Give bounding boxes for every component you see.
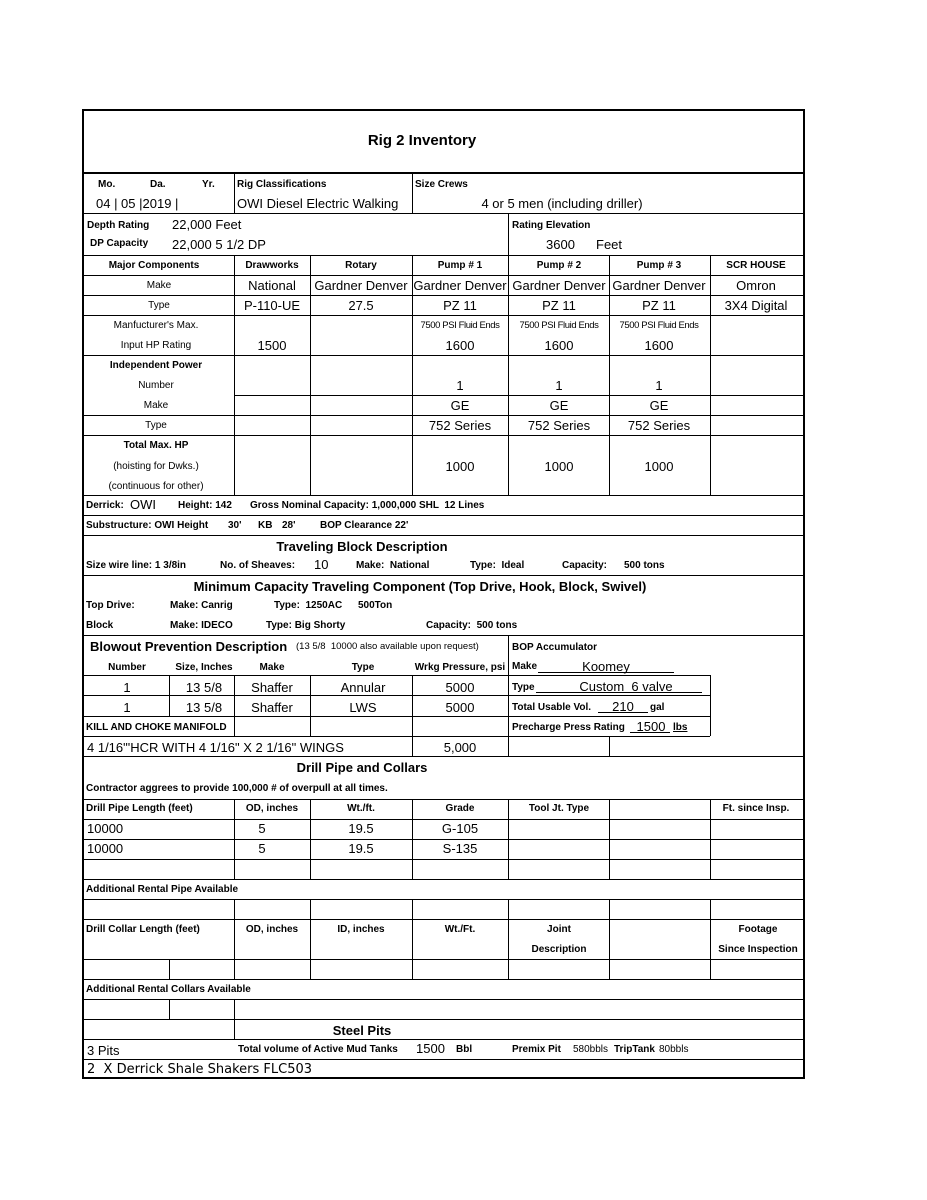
hp-drawworks: 1500 bbox=[257, 338, 287, 353]
kill-choke-value: 4 1/16"'HCR WITH 4 1/16" X 2 1/16" WINGS bbox=[87, 740, 344, 755]
bop-row2-make: Shaffer bbox=[251, 700, 293, 715]
substructure-height: 30' bbox=[228, 520, 242, 531]
col-line bbox=[508, 255, 509, 495]
type-label: Type bbox=[148, 300, 170, 311]
dp-capacity-label: DP Capacity bbox=[90, 238, 149, 249]
row-line bbox=[84, 859, 803, 860]
row-line bbox=[84, 1039, 803, 1040]
substructure-kb-label: KB bbox=[258, 520, 273, 531]
traveling-block-title: Traveling Block Description bbox=[276, 539, 448, 554]
header-pump-2: Pump # 2 bbox=[536, 260, 582, 271]
row-line bbox=[84, 635, 803, 636]
substructure-bop: BOP Clearance 22' bbox=[320, 520, 409, 531]
day-label: Da. bbox=[150, 179, 166, 190]
rating-elevation-label: Rating Elevation bbox=[512, 220, 591, 231]
type-rotary: 27.5 bbox=[348, 298, 374, 313]
row-line bbox=[84, 879, 803, 880]
row-line bbox=[84, 736, 710, 737]
col-line bbox=[234, 174, 235, 213]
wire-line-size: Size wire line: 1 3/8in bbox=[86, 560, 187, 571]
rig-class-value: OWI Diesel Electric Walking bbox=[237, 196, 399, 211]
rating-elevation-unit: Feet bbox=[596, 237, 623, 252]
block-make-ideco: Make: IDECO bbox=[170, 620, 233, 631]
row-line bbox=[84, 819, 803, 820]
trip-tank-value: 80bbls bbox=[659, 1044, 689, 1055]
col-line bbox=[234, 1019, 235, 1039]
number-label: Number bbox=[138, 380, 174, 391]
row-line bbox=[84, 999, 803, 1000]
type-scr-house: 3X4 Digital bbox=[724, 298, 788, 313]
col-line bbox=[310, 799, 311, 879]
trip-tank-label: TripTank bbox=[614, 1044, 655, 1055]
derrick-height: Height: 142 bbox=[178, 500, 232, 511]
col-line bbox=[234, 999, 235, 1019]
depth-rating-label: Depth Rating bbox=[87, 220, 150, 231]
dp-header-tool-joint: Tool Jt. Type bbox=[528, 803, 590, 814]
row-line bbox=[84, 695, 710, 696]
dc-header-joint: Joint bbox=[547, 924, 571, 935]
power-make-pump-3: GE bbox=[649, 398, 669, 413]
type-pump-1: PZ 11 bbox=[443, 298, 477, 313]
number-pump-1: 1 bbox=[456, 378, 464, 393]
row-line bbox=[84, 213, 803, 214]
total-hp-label-line1: Total Max. HP bbox=[123, 440, 189, 451]
bop-row2-number: 1 bbox=[123, 700, 131, 715]
kill-choke-pressure: 5,000 bbox=[443, 740, 477, 755]
mud-volume-value: 1500 bbox=[416, 1041, 445, 1056]
block-capacity-tons: Capacity: 500 tons bbox=[426, 620, 518, 631]
col-line bbox=[508, 635, 509, 756]
block-type: Type: Ideal bbox=[470, 560, 525, 571]
bop-row1-make: Shaffer bbox=[251, 680, 293, 695]
fluid-ends-pump-2: 7500 PSI Fluid Ends bbox=[519, 320, 599, 331]
size-crews-value: 4 or 5 men (including driller) bbox=[481, 196, 643, 211]
title-divider bbox=[84, 172, 803, 174]
dc-header-footage: Footage bbox=[738, 924, 778, 935]
row-line bbox=[84, 315, 803, 316]
power-type-pump-1: 752 Series bbox=[428, 418, 492, 433]
fluid-ends-pump-1: 7500 PSI Fluid Ends bbox=[420, 320, 500, 331]
type-drawworks: P-110-UE bbox=[243, 298, 301, 313]
row-line bbox=[84, 1059, 803, 1060]
row-line bbox=[84, 799, 803, 800]
bop-header-size: Size, Inches bbox=[175, 662, 233, 673]
acc-type-value: Custom 6 valve bbox=[579, 679, 673, 694]
sheaves-label: No. of Sheaves: bbox=[220, 560, 296, 571]
bop-accumulator-label: BOP Accumulator bbox=[512, 642, 598, 653]
make-pump-3: Gardner Denver bbox=[612, 278, 706, 293]
block-label: Block bbox=[86, 620, 114, 631]
col-line bbox=[508, 213, 509, 255]
col-line bbox=[412, 919, 413, 979]
top-drive-make: Make: Canrig bbox=[170, 600, 233, 611]
hp-label-line2: Input HP Rating bbox=[120, 340, 192, 351]
row-line bbox=[234, 395, 803, 396]
page-title: Rig 2 Inventory bbox=[367, 132, 477, 149]
bop-header-make: Make bbox=[259, 662, 285, 673]
make-pump-1: Gardner Denver bbox=[413, 278, 507, 293]
power-type-pump-3: 752 Series bbox=[627, 418, 691, 433]
row-line bbox=[84, 495, 803, 496]
col-line bbox=[508, 899, 509, 919]
dp-row1-weight: 19.5 bbox=[348, 821, 374, 836]
rig-class-label: Rig Classifications bbox=[237, 179, 327, 190]
row-line bbox=[84, 515, 803, 516]
derrick-capacity: Gross Nominal Capacity: 1,000,000 SHL 12 Lines bbox=[250, 500, 485, 511]
col-line bbox=[412, 716, 413, 756]
col-line bbox=[609, 255, 610, 495]
dc-header-id: ID, inches bbox=[337, 924, 385, 935]
dp-row2-weight: 19.5 bbox=[348, 841, 374, 856]
dp-header-length: Drill Pipe Length (feet) bbox=[86, 803, 193, 814]
additional-pipe-label: Additional Rental Pipe Available bbox=[86, 884, 239, 895]
dc-header-weight: Wt./Ft. bbox=[444, 924, 476, 935]
inventory-sheet bbox=[82, 109, 805, 1079]
row-line bbox=[84, 255, 803, 256]
col-line bbox=[412, 799, 413, 879]
row-line bbox=[84, 295, 803, 296]
row-line bbox=[84, 979, 803, 980]
col-line bbox=[412, 899, 413, 919]
col-line bbox=[310, 675, 311, 736]
header-pump-1: Pump # 1 bbox=[437, 260, 483, 271]
col-line bbox=[508, 799, 509, 879]
col-line bbox=[710, 255, 711, 495]
acc-make-value: Koomey bbox=[582, 659, 630, 674]
top-drive-type: Type: 1250AC bbox=[274, 600, 343, 611]
month-label: Mo. bbox=[98, 179, 116, 190]
row-line bbox=[84, 275, 803, 276]
dp-row1-grade: G-105 bbox=[441, 821, 479, 836]
row-line bbox=[84, 959, 803, 960]
hp-label-line1: Manfucturer's Max. bbox=[113, 320, 199, 331]
dc-header-description: Description bbox=[531, 944, 587, 955]
additional-collars-label: Additional Rental Collars Available bbox=[86, 984, 251, 995]
power-make-pump-1: GE bbox=[450, 398, 470, 413]
kill-choke-label: KILL AND CHOKE MANIFOLD bbox=[86, 722, 227, 733]
col-line bbox=[710, 675, 711, 736]
number-pump-3: 1 bbox=[655, 378, 663, 393]
col-line bbox=[609, 919, 610, 979]
power-type-pump-2: 752 Series bbox=[527, 418, 591, 433]
block-capacity-value: 500 tons bbox=[624, 560, 665, 571]
dc-header-length: Drill Collar Length (feet) bbox=[86, 924, 200, 935]
mud-volume-label: Total volume of Active Mud Tanks bbox=[238, 1044, 398, 1055]
acc-vol-value: 210 bbox=[612, 699, 634, 714]
substructure-label: Substructure: OWI Height bbox=[86, 520, 209, 531]
block-capacity-label: Capacity: bbox=[562, 560, 608, 571]
block-make: Make: National bbox=[356, 560, 430, 571]
bop-header-number: Number bbox=[108, 662, 146, 673]
col-line bbox=[508, 919, 509, 979]
dp-header-od: OD, inches bbox=[245, 803, 299, 814]
acc-type-label: Type bbox=[512, 682, 535, 693]
bop-row1-type: Annular bbox=[340, 680, 386, 695]
make-pump-2: Gardner Denver bbox=[512, 278, 606, 293]
row-line bbox=[84, 575, 803, 576]
col-line bbox=[412, 174, 413, 213]
substructure-kb-value: 28' bbox=[282, 520, 296, 531]
total-hp-pump-2: 1000 bbox=[544, 459, 574, 474]
col-line bbox=[310, 919, 311, 979]
bop-header-pressure: Wrkg Pressure, psi bbox=[414, 662, 506, 673]
derrick-value: OWI bbox=[130, 497, 156, 512]
derrick-label: Derrick: bbox=[86, 500, 124, 511]
make-scr-house: Omron bbox=[736, 278, 776, 293]
independent-power-label: Independent Power bbox=[109, 360, 203, 371]
header-drawworks: Drawworks bbox=[245, 260, 299, 271]
dc-header-od: OD, inches bbox=[245, 924, 299, 935]
col-line bbox=[710, 799, 711, 879]
sheaves-value: 10 bbox=[314, 557, 329, 572]
make-label: Make bbox=[146, 280, 172, 291]
type-pump-2: PZ 11 bbox=[542, 298, 576, 313]
header-pump-3: Pump # 3 bbox=[636, 260, 682, 271]
dp-row1-length: 10000 bbox=[87, 821, 124, 836]
make-drawworks: National bbox=[248, 278, 296, 293]
col-line bbox=[609, 899, 610, 919]
dp-row2-od: 5 bbox=[258, 841, 266, 856]
col-line bbox=[609, 799, 610, 879]
drill-pipe-title: Drill Pipe and Collars bbox=[296, 760, 428, 775]
bop-row1-pressure: 5000 bbox=[445, 680, 475, 695]
dp-header-weight: Wt./ft. bbox=[347, 803, 375, 814]
bop-note: (13 5/8 10000 also available upon request) bbox=[296, 641, 479, 652]
pits-count: 3 Pits bbox=[87, 1043, 120, 1058]
row-line bbox=[84, 415, 803, 416]
row-line bbox=[84, 675, 710, 676]
bop-header-type: Type bbox=[351, 662, 375, 673]
bop-title: Blowout Prevention Description bbox=[90, 639, 288, 654]
col-line bbox=[234, 255, 235, 495]
bop-row1-number: 1 bbox=[123, 680, 131, 695]
row-line bbox=[84, 756, 803, 757]
precharge-label: Precharge Press Rating bbox=[512, 722, 625, 733]
acc-vol-label: Total Usable Vol. bbox=[512, 702, 592, 713]
number-pump-2: 1 bbox=[555, 378, 563, 393]
fluid-ends-pump-3: 7500 PSI Fluid Ends bbox=[619, 320, 699, 331]
col-line bbox=[234, 899, 235, 919]
bop-row1-size: 13 5/8 bbox=[185, 680, 223, 695]
bop-row2-type: LWS bbox=[349, 700, 377, 715]
depth-rating-value: 22,000 Feet bbox=[172, 217, 242, 232]
top-drive-label: Top Drive: bbox=[86, 600, 135, 611]
col-line bbox=[169, 675, 170, 716]
col-line bbox=[710, 919, 711, 979]
min-capacity-title: Minimum Capacity Traveling Component (Top Drive, Hook, Block, Swivel) bbox=[193, 579, 647, 594]
block-type-shorty: Type: Big Shorty bbox=[266, 620, 346, 631]
total-hp-label-line2: (hoisting for Dwks.) bbox=[113, 461, 199, 472]
date-value: 04 | 05 |2019 | bbox=[96, 196, 179, 211]
type-pump-3: PZ 11 bbox=[642, 298, 676, 313]
steel-pits-title: Steel Pits bbox=[332, 1023, 392, 1038]
year-label: Yr. bbox=[202, 179, 215, 190]
row-line bbox=[84, 1019, 803, 1020]
hp-pump-1: 1600 bbox=[445, 338, 475, 353]
header-major-components: Major Components bbox=[108, 260, 200, 271]
total-hp-label-line3: (continuous for other) bbox=[108, 481, 204, 492]
power-make-pump-2: GE bbox=[549, 398, 569, 413]
row-line bbox=[84, 355, 803, 356]
col-line bbox=[234, 919, 235, 979]
dp-row2-length: 10000 bbox=[87, 841, 124, 856]
acc-vol-unit: gal bbox=[650, 702, 665, 713]
total-hp-pump-1: 1000 bbox=[445, 459, 475, 474]
precharge-unit: lbs bbox=[673, 722, 688, 733]
dp-capacity-value: 22,000 5 1/2 DP bbox=[172, 237, 266, 252]
row-line bbox=[84, 435, 803, 436]
top-drive-capacity: 500Ton bbox=[358, 600, 393, 611]
contractor-note: Contractor aggrees to provide 100,000 # of overpull at all times. bbox=[86, 783, 388, 794]
row-line bbox=[84, 716, 710, 717]
premix-label: Premix Pit bbox=[512, 1044, 561, 1055]
power-make-label: Make bbox=[143, 400, 169, 411]
header-scr-house: SCR HOUSE bbox=[726, 260, 786, 271]
col-line bbox=[169, 959, 170, 979]
dp-row1-od: 5 bbox=[258, 821, 266, 836]
bop-row2-size: 13 5/8 bbox=[185, 700, 223, 715]
rating-elevation-value: 3600 bbox=[546, 237, 575, 252]
hp-pump-2: 1600 bbox=[544, 338, 574, 353]
acc-make-label: Make bbox=[512, 661, 538, 672]
mud-volume-unit: Bbl bbox=[456, 1044, 473, 1055]
hp-pump-3: 1600 bbox=[644, 338, 674, 353]
dp-header-grade: Grade bbox=[445, 803, 475, 814]
col-line bbox=[234, 799, 235, 879]
col-line bbox=[609, 736, 610, 756]
total-hp-pump-3: 1000 bbox=[644, 459, 674, 474]
col-line bbox=[710, 899, 711, 919]
make-rotary: Gardner Denver bbox=[314, 278, 408, 293]
bop-row2-pressure: 5000 bbox=[445, 700, 475, 715]
precharge-value: 1500 bbox=[636, 719, 666, 734]
row-line bbox=[84, 919, 803, 920]
row-line bbox=[84, 535, 803, 536]
col-line bbox=[310, 255, 311, 495]
header-rotary: Rotary bbox=[345, 260, 377, 271]
size-crews-label: Size Crews bbox=[415, 179, 468, 190]
dp-row2-grade: S-135 bbox=[442, 841, 478, 856]
premix-value: 580bbls bbox=[573, 1044, 609, 1055]
col-line bbox=[234, 675, 235, 736]
col-line bbox=[310, 899, 311, 919]
dp-header-ft-since-insp: Ft. since Insp. bbox=[722, 803, 790, 814]
dc-header-since-inspection: Since Inspection bbox=[718, 944, 798, 955]
row-line bbox=[84, 839, 803, 840]
power-type-label: Type bbox=[145, 420, 167, 431]
col-line bbox=[169, 999, 170, 1019]
shale-shakers: 2 X Derrick Shale Shakers FLC503 bbox=[87, 1062, 313, 1077]
row-line bbox=[84, 899, 803, 900]
